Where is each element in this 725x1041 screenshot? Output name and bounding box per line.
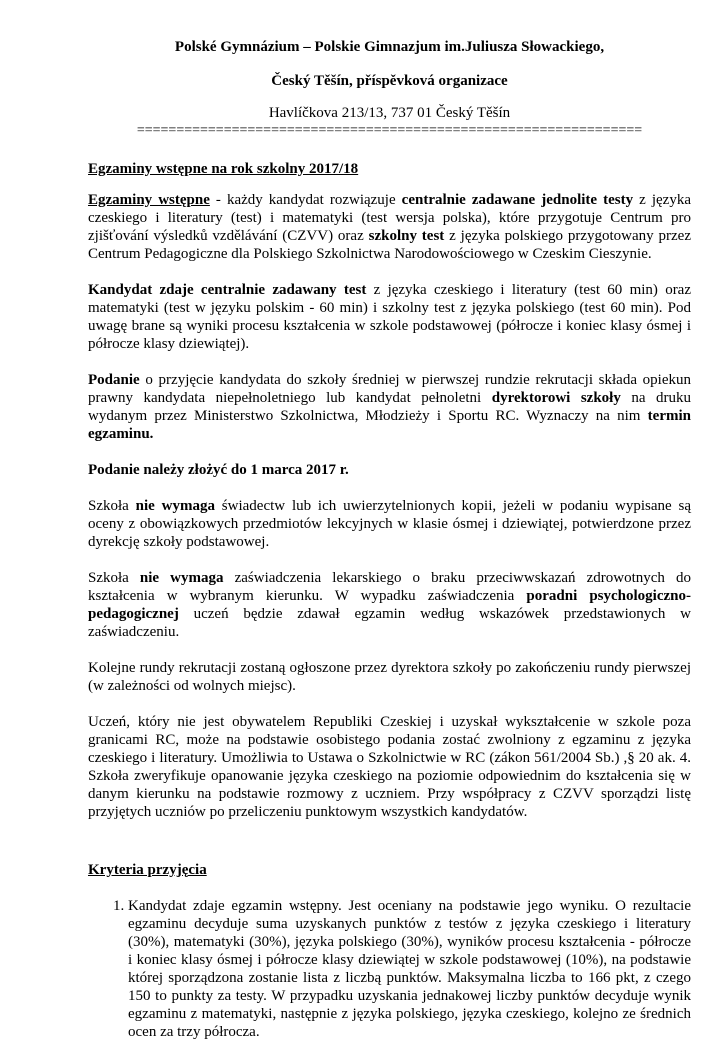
paragraph-next-rounds: Kolejne rundy rekrutacji zostaną ogłoszone przez dyrektora szkoły po zakończeniu rundy pierwszej (w zależności od wolnych miejsc).	[88, 660, 691, 694]
section-title: Egzaminy wstępne na rok szkolny 2017/18	[88, 161, 359, 177]
exams-lead: Egzaminy wstępne	[88, 192, 210, 208]
criteria-list	[88, 897, 691, 1041]
school-city-line: Český Těšín, příspěvková organizace	[271, 73, 508, 89]
header-divider: ================================================================	[136, 124, 643, 138]
criteria-title: Kryteria przyjęcia	[88, 862, 207, 878]
paragraph-foreign-students: Uczeń, który nie jest obywatelem Republiki Czeskiej i uzyskał wykształcenie w szkole poza granicami RC, może na podstawie osobistego podania zostać zwolniony z egzaminu z języka czeskiego i literatury. Umożliwia to Ustawa o Szkolnictwie w RC (zákon 561/2004 Sb.) ,§ 20 ak. 4. Szkoła zweryfikuje opanowanie języka czeskiego na poziomie odpowiednim do kształcenia się w danym kierunku na podstawie rozmowy z uczniem. Przy współpracy z CZVV sporządzi listę przyjętych uczniów po przeliczeniu punktowym wszystkich kandydatów.	[88, 714, 691, 820]
school-name-line: Polské Gymnázium – Polskie Gimnazjum im.Juliusza Słowackiego,	[174, 39, 605, 55]
paragraph-exams: Egzaminy wstępne - każdy kandydat rozwiązuje centralnie zadawane jednolite testy z języka czeskiego i literatury (test) i matematyki (test wersja polska), które przygotuje Centrum pro zjišťování výsledků vzdělávání (CZVV) oraz szkolny test z języka polskiego przygotowany przez Centrum Pedagogiczne dla Polskiego Szkolnictwa Narodowościowego w Czeskim Cieszynie.	[88, 192, 691, 262]
paragraph-candidate-tests: Kandydat zdaje centralnie zadawany test z języka czeskiego i literatury (test 60 min) oraz matematyki (test w języku polskim - 60 min) i szkolny test z języka polskiego (test 60 min). Pod uwagę brane są wyniki procesu kształcenia w szkole podstawowej (półrocze i koniec klasy ósmej i półrocze klasy dziewiątej).	[88, 282, 691, 352]
paragraph-medical: Szkoła nie wymaga zaświadczenia lekarskiego o braku przeciwwskazań zdrowotnych do kształcenia w wybranym kierunku. W wypadku zaświadczenia poradni psychologiczno-pedagogicznej uczeń będzie zdawał egzamin według wskazówek przedstawionych w zaświadczeniu.	[88, 570, 691, 640]
document-page	[88, 38, 691, 1041]
school-address: Havlíčkova 213/13, 737 01 Český Těšín	[268, 105, 511, 121]
paragraph-certificates: Szkoła nie wymaga świadectw lub ich uwierzytelnionych kopii, jeżeli w podaniu wypisane są oceny z obowiązkowych przedmiotów lekcyjnych w klasie ósmej i dziewiątej, potwierdzone przez dyrekcję szkoły podstawowej.	[88, 498, 691, 550]
paragraph-application: Podanie o przyjęcie kandydata do szkoły średniej w pierwszej rundzie rekrutacji składa opiekun prawny kandydata niepełnoletniego lub kandydat pełnoletni dyrektorowi szkoły na druku wydanym przez Ministerstwo Szkolnictwa, Młodzieży i Sportu RC. Wyznaczy na nim termin egzaminu.	[88, 372, 692, 442]
paragraph-deadline: Podanie należy złożyć do 1 marca 2017 r.	[88, 462, 349, 478]
criteria-item: 1. Kandydat zdaje egzamin wstępny. Jest oceniany na podstawie jego wyniku. O rezultacie egzaminu decyduje suma uzyskanych punktów z testów z języka czeskiego i literatury (30%), matematyki (30%), języka polskiego (30%), wyników procesu kształcenia - półrocze i koniec klasy ósmej i półrocze klasy dziewiątej w szkole podstawowej (10%), na podstawie której sporządzona zostanie lista z liczbą punktów. Maksymalna liczba to 166 pkt, z czego 150 to punkty za testy. W przypadku uzyskania jednakowej liczby punktów decyduje wynik egzaminu z matematyki, następnie z języka polskiego, języka czeskiego, kolejno ze średnich ocen za trzy półrocza.	[128, 897, 691, 1041]
